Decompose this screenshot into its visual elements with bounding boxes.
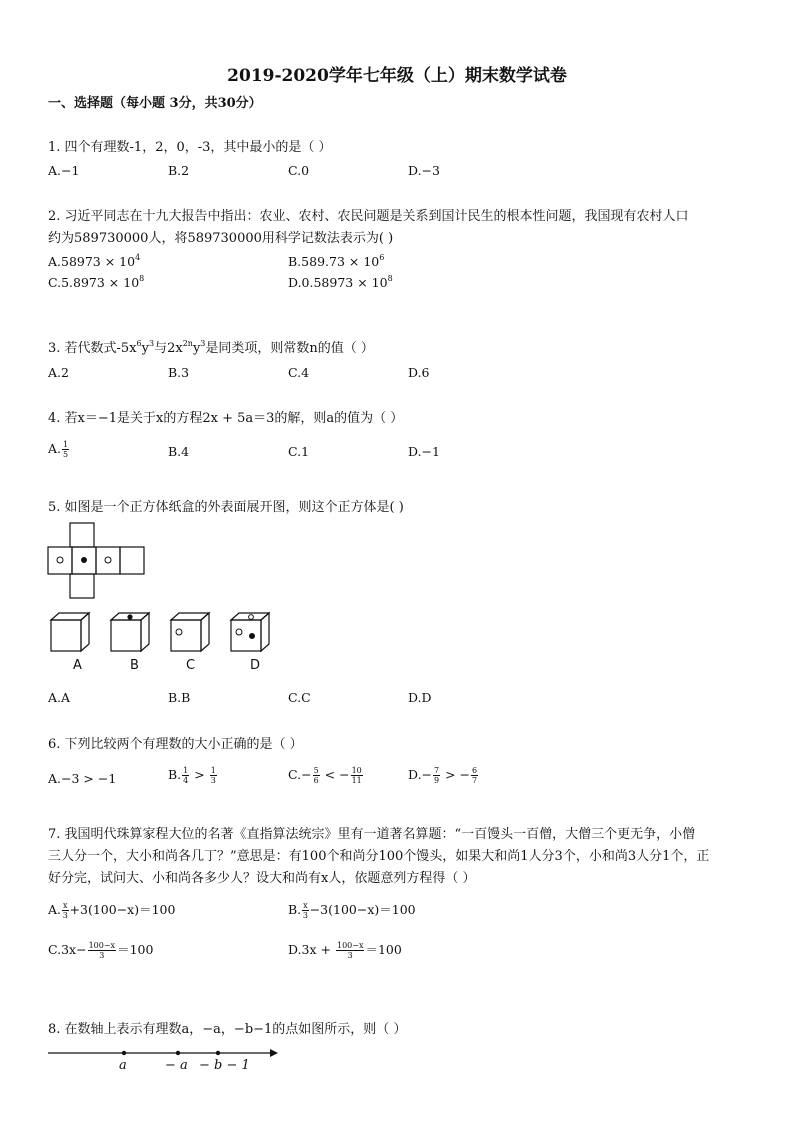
question-5-stem: 5. 如图是一个正方体纸盒的外表面展开图，则这个正方体是( ) xyxy=(48,500,404,515)
label-a: a xyxy=(119,1058,127,1073)
q1-option-b: B.2 xyxy=(168,163,190,178)
cube-choices-figure xyxy=(48,610,278,655)
q7-option-a: A. $\frac{x}{3}$ +3(100−x)＝100 xyxy=(48,901,176,920)
q5-option-d: D.D xyxy=(408,690,432,705)
page-title: 2019-2020学年七年级（上）期末数学试卷 xyxy=(227,66,567,86)
point-neg-a xyxy=(176,1051,180,1055)
q6-option-a: A.−3 > −1 xyxy=(48,771,117,786)
question-3-stem: 3. 若代数式$-5x^6y^3$与$2x^{2n}y^3$是同类项，则常数n的值（ ） xyxy=(48,339,374,356)
q7-option-b: B. $\frac{x}{3}$ −3(100−x)＝100 xyxy=(288,901,416,920)
q2-option-a: $A.58973 \times 10^4$ xyxy=(48,253,141,269)
q1-option-a: A.−1 xyxy=(48,163,80,178)
q6-option-d: D.− $\frac{7}{9}$ > − $\frac{6}{7}$ xyxy=(408,766,478,785)
label-neg-b-minus-1: − b − 1 xyxy=(199,1058,250,1073)
q6-option-c: C.− $\frac{5}{6}$ < − $\frac{10}{11}$ xyxy=(288,766,362,785)
question-8-stem: 8. 在数轴上表示有理数a，−a，−b−1的点如图所示，则（ ） xyxy=(48,1022,407,1037)
q4-option-a: A. $\frac{1}{5}$ xyxy=(48,440,69,459)
q4-option-c: C.1 xyxy=(288,444,310,459)
q5-option-c: C.C xyxy=(288,690,311,705)
point-neg-b-minus-1 xyxy=(216,1051,220,1055)
number-line-arrow xyxy=(270,1049,278,1057)
cube-a xyxy=(51,613,89,651)
point-a xyxy=(122,1051,126,1055)
question-2-line2: 约为589730000人，将589730000用科学记数法表示为( ) xyxy=(48,231,394,246)
q7-option-d: D.3x + $\frac{100-x}{3}$ ＝100 xyxy=(288,941,402,960)
q2-option-b: $B.589.73 \times 10^6$ xyxy=(288,253,385,269)
question-1-stem: 1. 四个有理数-1，2，0，-3，其中最小的是（ ） xyxy=(48,140,332,155)
q2-option-d: $D.0.58973 \times 10^8$ xyxy=(288,274,393,290)
question-6-stem: 6. 下列比较两个有理数的大小正确的是（ ） xyxy=(48,737,303,752)
question-7-line3: 好分完，试问大、小和尚各多少人？设大和尚有x人，依题意列方程得（ ） xyxy=(48,871,476,886)
q1-option-d: D.−3 xyxy=(408,163,440,178)
q6-option-b: B. $\frac{1}{4}$ > $\frac{1}{3}$ xyxy=(168,766,216,785)
q5-option-a: A.A xyxy=(48,690,71,705)
q4-option-b: B.4 xyxy=(168,444,190,459)
cube-net-figure xyxy=(46,520,156,600)
question-7-line2: 三人分一个，大小和尚各几丁？”意思是：有100个和尚分100个馒头，如果大和尚1人分3个，小和尚3人分1个，正 xyxy=(48,849,710,864)
section-heading: 一、选择题（每小题 3分，共30分） xyxy=(48,96,262,111)
q2-option-c: $C.5.8973 \times 10^8$ xyxy=(48,274,145,290)
cube-label-a: A xyxy=(73,658,82,673)
question-7-line1: 7. 我国明代珠算家程大位的名著《直指算法统宗》里有一道著名算题：“一百馒头一百僧，大僧三个更无争，小僧 xyxy=(48,827,696,842)
q1-option-c: C.0 xyxy=(288,163,310,178)
q5-option-b: B.B xyxy=(168,690,191,705)
cube-label-d: D xyxy=(250,658,261,673)
q4-option-d: D.−1 xyxy=(408,444,440,459)
cube-label-b: B xyxy=(130,658,139,673)
question-2-line1: 2. 习近平同志在十九大报告中指出：农业、农村、农民问题是关系到国计民生的根本性问题，我国现有农村人口 xyxy=(48,209,689,224)
cube-c xyxy=(171,613,209,651)
q3-option-a: A.2 xyxy=(48,365,69,380)
q3-option-d: D.6 xyxy=(408,365,430,380)
question-4-stem: 4. 若x＝−1是关于x的方程2x + 5a＝3的解，则a的值为（ ） xyxy=(48,411,404,426)
q3-option-c: C.4 xyxy=(288,365,310,380)
cube-label-c: C xyxy=(186,658,196,673)
q3-option-b: B.3 xyxy=(168,365,190,380)
q7-option-c: C.3x− $\frac{100-x}{3}$ ＝100 xyxy=(48,941,154,960)
label-neg-a: − a xyxy=(165,1058,188,1073)
